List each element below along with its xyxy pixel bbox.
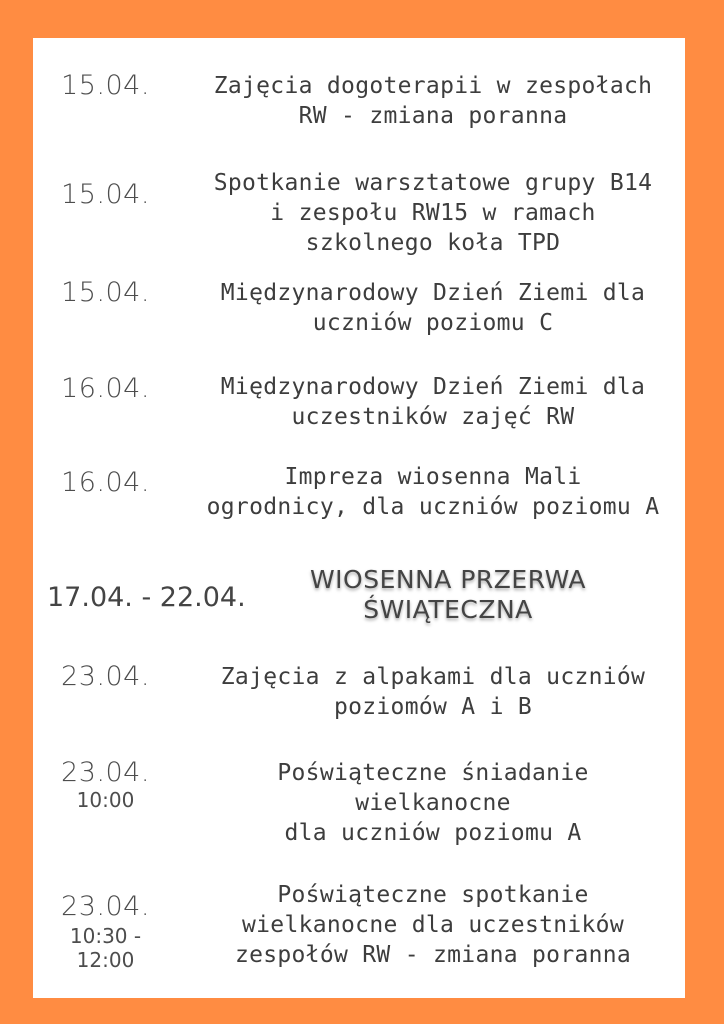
entry-time	[33, 924, 178, 972]
entry-description	[193, 278, 673, 338]
entry-description-line: Impreza wiosenna Mali	[284, 464, 582, 490]
entry-description-line: RW - zmiana poranna	[298, 103, 568, 129]
holiday-title	[283, 565, 613, 625]
entry-description	[193, 758, 673, 848]
entry-description-line: Spotkanie warsztatowe grupy B14	[213, 170, 653, 196]
entry-description-line: Zajęcia z alpakami dla uczniów	[220, 664, 646, 690]
entry-date: 23.04.	[61, 757, 150, 788]
holiday-date: 17.04. - 22.04.	[47, 582, 246, 613]
entry-date: 15.04.	[61, 277, 150, 308]
entry-description-line: Międzynarodowy Dzień Ziemi dla	[220, 280, 646, 306]
entry-time: 10:00	[76, 788, 135, 812]
entry-description-line: wielkanocne dla uczestników	[242, 912, 624, 938]
holiday-title-line: WIOSENNA PRZERWA	[309, 565, 587, 594]
entry-description-line: Zajęcia dogoterapii w zespołach	[213, 73, 653, 99]
entry-description-line: poziomów A i B	[333, 694, 533, 720]
entry-date: 23.04.	[61, 891, 150, 922]
entry-description-line: zespołów RW - zmiana poranna	[234, 942, 632, 968]
entry-description	[193, 168, 673, 258]
entry-description-line: szkolnego koła TPD	[305, 230, 561, 256]
entry-description	[193, 372, 673, 432]
entry-description-line: uczniów poziomu C	[312, 310, 554, 336]
schedule-sheet	[33, 38, 685, 998]
entry-description	[193, 880, 673, 970]
entry-time-line: 12:00	[76, 948, 135, 972]
entry-description-line: i zespołu RW15 w ramach	[270, 200, 596, 226]
entry-date: 15.04.	[61, 179, 150, 210]
entry-description	[193, 462, 673, 522]
entry-description	[193, 71, 673, 131]
entry-date: 16.04.	[61, 467, 150, 498]
entry-description-line: dla uczniów poziomu A	[284, 820, 582, 846]
entry-date: 16.04.	[61, 373, 150, 404]
entry-description-line: Poświąteczne spotkanie	[277, 882, 589, 908]
holiday-title-line: ŚWIĄTECZNA	[363, 595, 533, 624]
entry-description-line: Poświąteczne śniadanie wielkanocne	[277, 760, 589, 816]
entry-date: 15.04.	[61, 70, 150, 101]
entry-description-line: Międzynarodowy Dzień Ziemi dla	[220, 374, 646, 400]
entry-date: 23.04.	[61, 661, 150, 692]
entry-time-line: 10:30 -	[69, 924, 142, 948]
entry-description	[193, 662, 673, 722]
entry-description-line: uczestników zajęć RW	[291, 404, 575, 430]
entry-description-line: ogrodnicy, dla uczniów poziomu A	[206, 494, 660, 520]
